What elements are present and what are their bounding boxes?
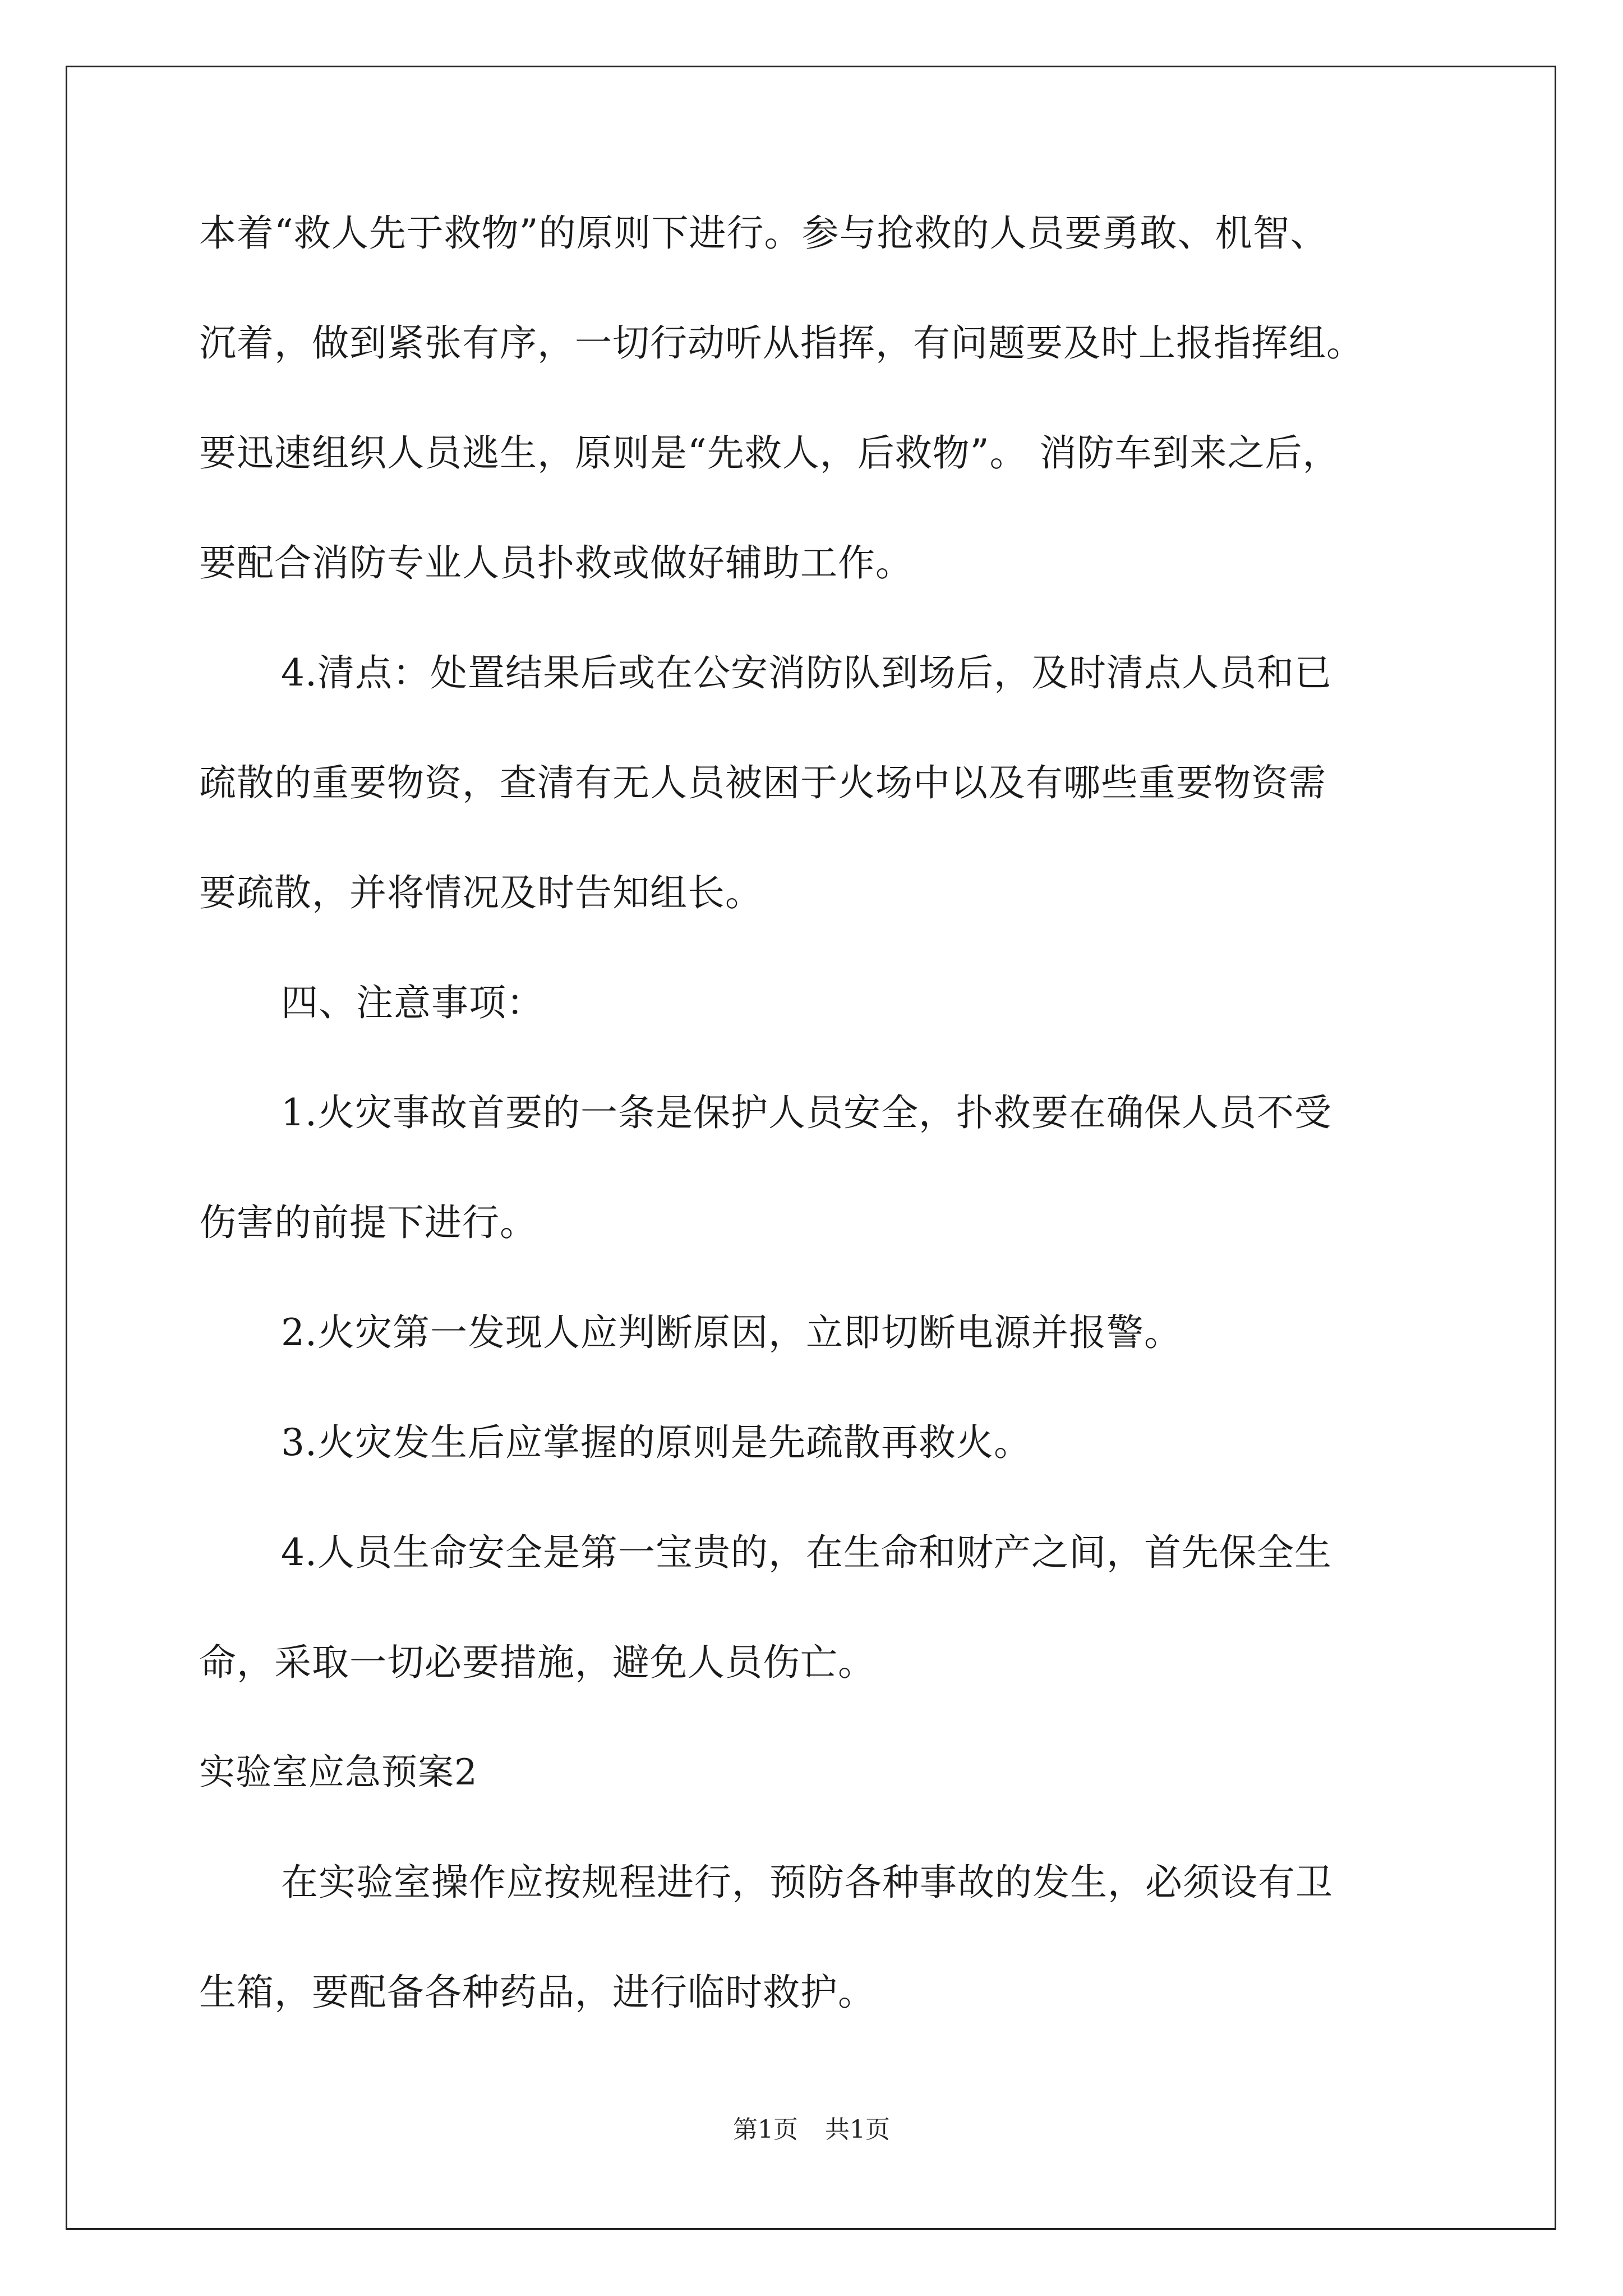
paragraph-line: 3.火灾发生后应掌握的原则是先疏散再救火。	[281, 1421, 1031, 1464]
paragraph-line: 要迅速组织人员逃生，原则是“先救人，后救物”。 消防车到来之后，	[199, 431, 1340, 475]
paragraph-line: 2.火灾第一发现人应判断原因，立即切断电源并报警。	[281, 1311, 1182, 1354]
paragraph-line: 4.清点：处置结果后或在公安消防队到场后，及时清点人员和已	[281, 651, 1332, 694]
paragraph-line: 要配合消防专业人员扑救或做好辅助工作。	[199, 541, 913, 585]
document-body	[199, 213, 1433, 2013]
paragraph-line: 伤害的前提下进行。	[199, 1201, 537, 1244]
paragraph-line: 1.火灾事故首要的一条是保护人员安全，扑救要在确保人员不受	[281, 1091, 1332, 1134]
paragraph-line: 在实验室操作应按规程进行，预防各种事故的发生，必须设有卫	[281, 1861, 1333, 1904]
paragraph-line: 4.人员生命安全是第一宝贵的，在生命和财产之间，首先保全生	[281, 1531, 1332, 1574]
section-heading: 四、注意事项：	[281, 981, 544, 1024]
paragraph-line: 本着“救人先于救物”的原则下进行。参与抢救的人员要勇敢、机智、	[199, 211, 1328, 255]
page-number: 第1页	[733, 2115, 798, 2144]
paragraph-line: 命，采取一切必要措施，避免人员伤亡。	[199, 1641, 875, 1684]
paragraph-line: 要疏散，并将情况及时告知组长。	[199, 871, 763, 914]
paragraph-line: 生箱，要配备各种药品，进行临时救护。	[199, 1971, 875, 2014]
paragraph-line: 疏散的重要物资，查清有无人员被困于火场中以及有哪些重要物资需	[199, 761, 1326, 804]
page-total: 共1页	[825, 2115, 890, 2144]
document-title: 实验室应急预案2	[199, 1752, 478, 1793]
paragraph-line: 沉着，做到紧张有序，一切行动听从指挥，有问题要及时上报指挥组。	[199, 321, 1364, 365]
page-footer	[0, 2116, 1623, 2144]
